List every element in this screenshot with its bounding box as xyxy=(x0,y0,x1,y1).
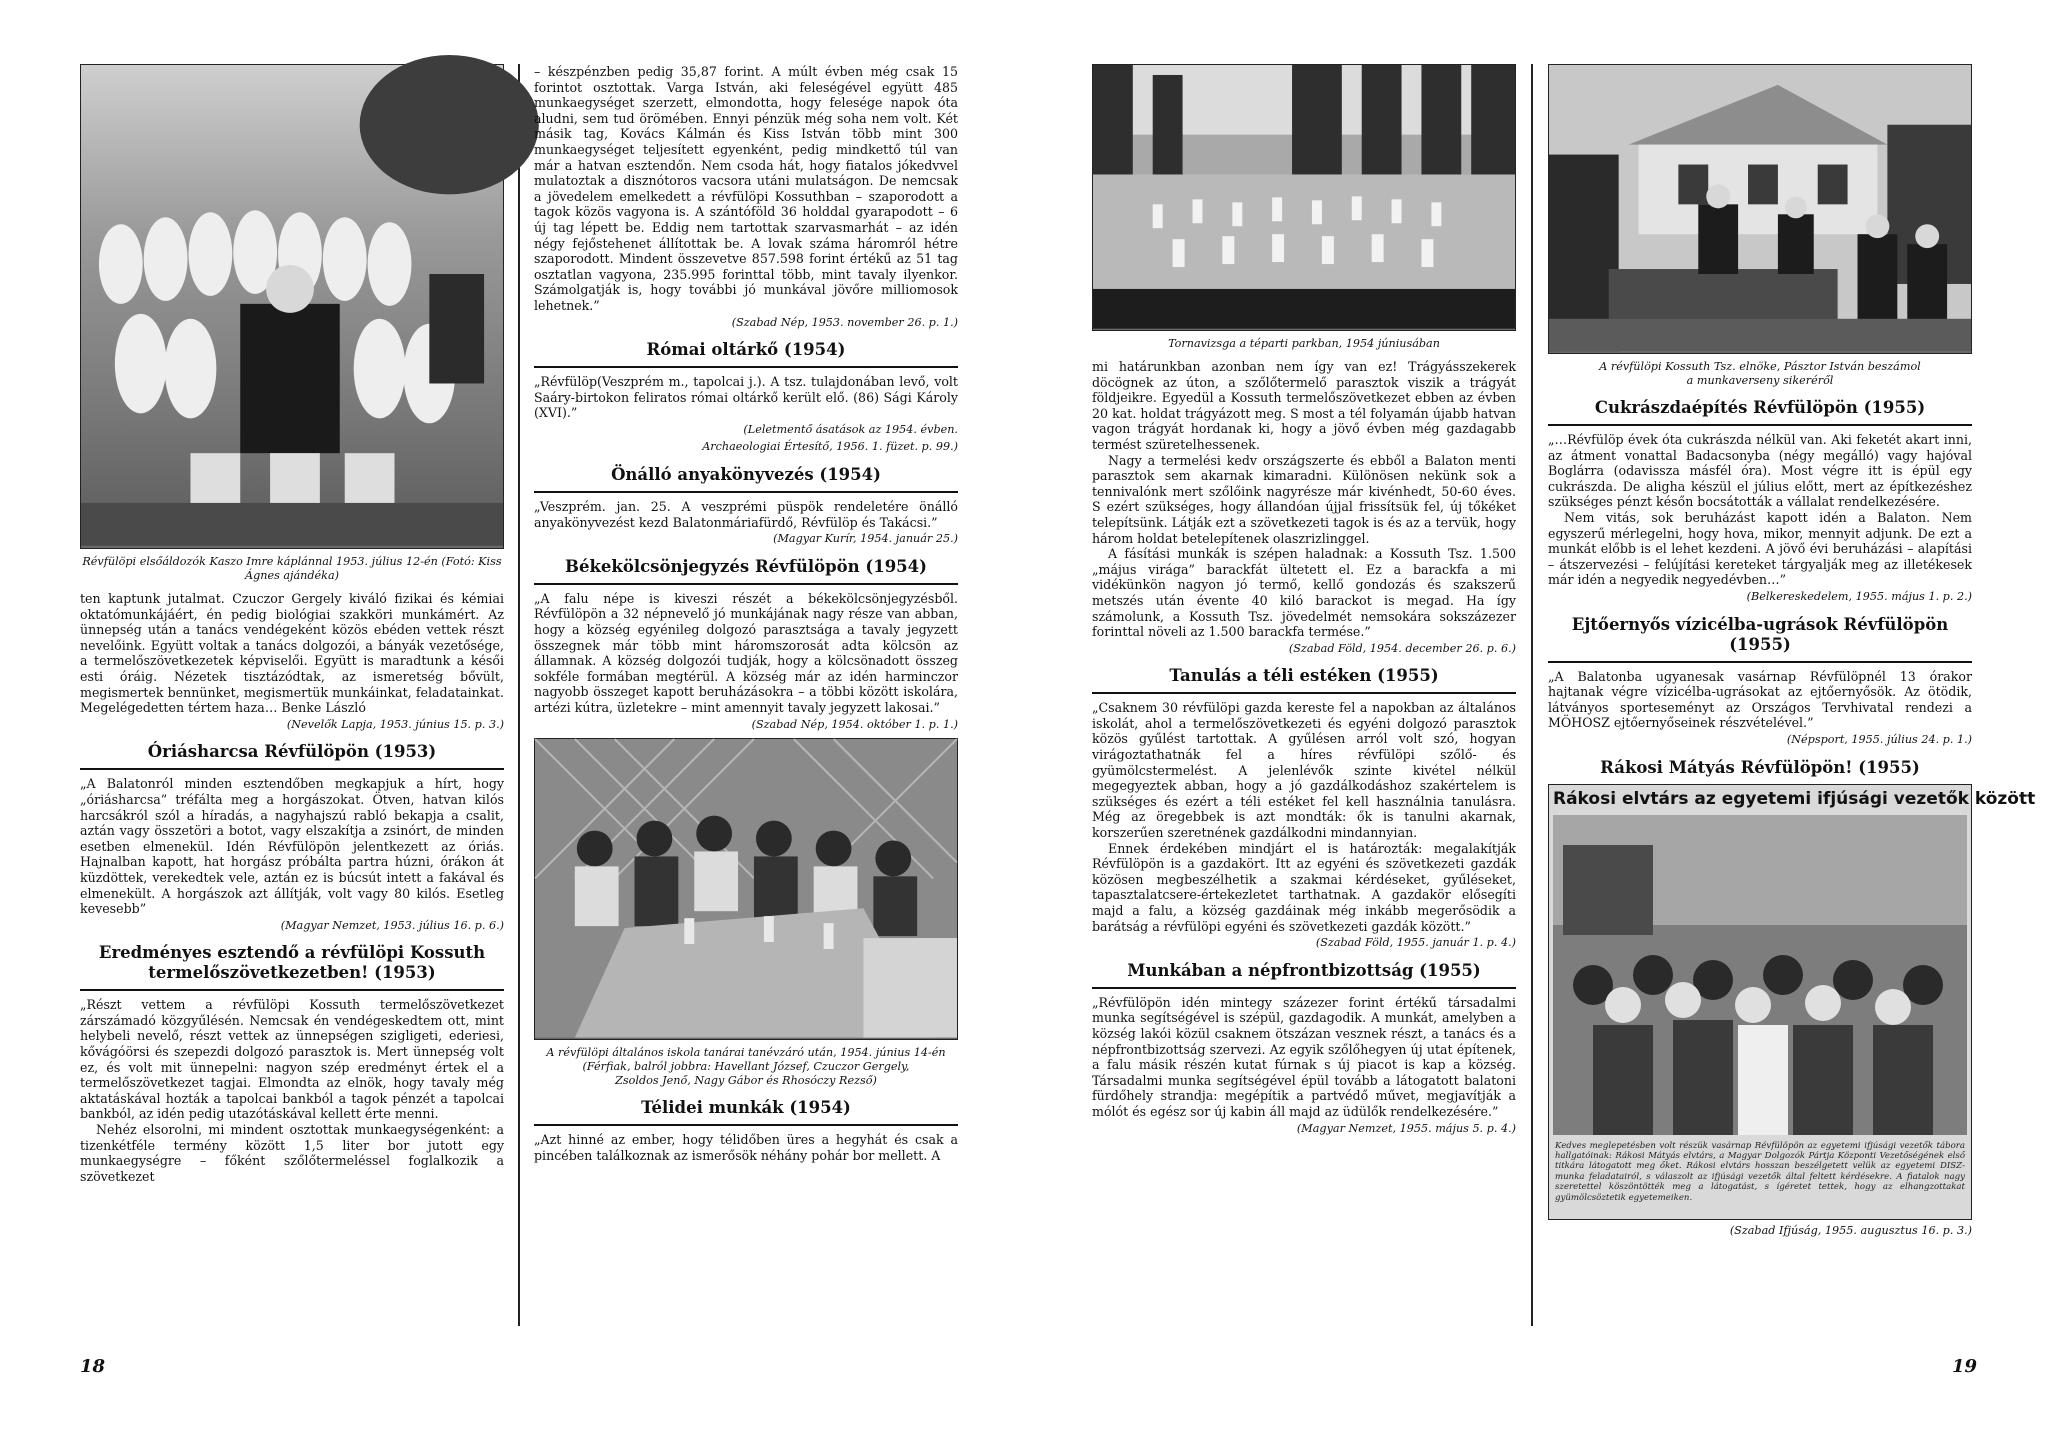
column-rule-left xyxy=(518,64,520,1326)
section-text-parachute: „A Balatonba ugyanesak vasárnap Révfülöpnél 13 órakor hajtanak végre vízicélba-ugrásokat az ejtőernyősök. Az ötödik, látványos sporteseményt az Országos Tervhivatal rendezi a MÖHOSZ ejtőernyőseinek részvételével.” xyxy=(1548,668,1972,731)
section-source-registry: (Magyar Kurír, 1954. január 25.) xyxy=(773,532,958,546)
continued-text: ten kaptunk jutalmat. Czuczor Gergely kiváló fizikai és kémiai oktatómunkájáért, én pedig biológiai szakköri munkámért. Az ünnepség után a tanács vendégeként közös ebéden vettek részt nevelőink. Együtt voltak a tanács dolgozói, a bányák vezetősége, a termelőszövetkezetek képviselői. Együtt is maradtunk a késői esti óráig. Nézetek tisztázódtak, az ismeretség bővült, megismertek bennünket, megismertük munkáinkat, feladatainkat. Megelégedetten tértem haza… Benke László xyxy=(80,591,504,716)
section-text-successful-year-2: Nehéz elsorolni, mi mindent osztottak munkaegységenként: a tizenkétféle termény között 1,5 liter bor jutott egy munkaegységre – főként szőlőtermeléssel foglalkozik a szövetkezet xyxy=(80,1122,504,1184)
photo-teachers-caption-line-3: Zsoldos Jenő, Nagy Gábor és Rhosóczy Rezső) xyxy=(615,1074,877,1088)
photo-cooperative-meeting-image xyxy=(1549,65,1971,352)
clipping-headline: Rákosi elvtárs az egyetemi ifjúsági vezetők között xyxy=(1553,788,2036,809)
section-text-popular-front: „Révfülöpön idén mintegy százezer forint értékű társadalmi munka segítségével is szépül, gazdagodik. A munkát, amelyben a község lakói közül csaknem ötszázan vesznek részt, a tanács és a népfrontbizottság szervezi. Az egyik szőlőhegyen új utat építenek, a falu másik részén kutat fúrnak s új piacot is kap a község. Társadalmi munka segítségével épül tovább a látogatott balatoni fürdőhely strandja: megépítik a partvédő művet, megjavítják a mólót és egész sor új kabin áll majd az üdülők rendelkezésére.” xyxy=(1092,994,1516,1119)
photo-gymnastics xyxy=(1092,64,1516,331)
clipping-photo xyxy=(1553,815,1967,1135)
section-rule xyxy=(80,989,504,991)
photo-teachers-caption xyxy=(534,1046,958,1088)
section-title-roman-altar: Római oltárkő (1954) xyxy=(646,340,846,360)
continued-source: (Nevelők Lapja, 1953. június 15. p. 3.) xyxy=(286,717,504,731)
section-title-popular-front: Munkában a népfrontbizottság (1955) xyxy=(1127,960,1481,980)
column-1 xyxy=(80,64,504,1184)
section-text-winter-work: „Azt hinné az ember, hogy télidőben üres a hegyhát és csak a pincében találkoznak az ismerősök néhány pohár bor mellett. A xyxy=(534,1132,958,1163)
section-rule xyxy=(1092,692,1516,694)
section-title-rakosi: Rákosi Mátyás Révfülöpön! (1955) xyxy=(1600,757,1920,777)
section-rule xyxy=(80,768,504,770)
column-3-paragraph-3: A fásítási munkák is szépen haladnak: a Kossuth Tsz. 1.500 „május virága” barackfát ültetett el. Ez a barackfa a mi vidékünkön nagyon jó termő, kellő gondozás és szakszerű metszés után évente 40 kiló barackot is megad. Ha így számolunk, a Kossuth Tsz. jövedelmét nemsokára sokszázezer forinttal növeli az 1.500 barackfa termése.” xyxy=(1092,546,1516,640)
photo-gymnastics-image xyxy=(1093,65,1515,329)
column-3 xyxy=(1092,64,1516,1138)
section-source-peace-loan: (Szabad Nép, 1954. október 1. p. 1.) xyxy=(751,717,958,731)
photo-first-communion-image xyxy=(81,65,503,546)
photo-first-communion xyxy=(80,64,504,549)
section-rule xyxy=(1548,661,1972,663)
section-source-rakosi: (Szabad Ifjúság, 1955. augusztus 16. p. 3.) xyxy=(1729,1223,1972,1237)
photo-first-communion-caption: Révfülöpi elsőáldozók Kaszo Imre káplánnal 1953. július 12-én (Fotó: Kiss Ágnes ajándéka) xyxy=(82,555,502,582)
section-title-winter-work: Télidei munkák (1954) xyxy=(641,1098,851,1118)
newspaper-clipping-rakosi xyxy=(1548,784,2036,1220)
photo-cooperative-meeting-caption-line-2: a munkaverseny sikeréről xyxy=(1686,374,1834,387)
column-3-paragraph-2: Nagy a termelési kedv országszerte és ebből a Balaton menti parasztok sem akarnak kimaradni. Különösen nekünk sok a tennivalónk mert szőlőink nagyrésze már kivénhedt, 50-60 éves. S ezért szükséges, hogy állandóan újjal frissítsük fel, új tőkéket telepítsünk. Látják ezt a szövetkezeti tagok is és az a tervük, hogy három holdat betelepítenek olaszrizlinggel. xyxy=(1092,452,1516,546)
photo-cooperative-meeting xyxy=(1548,64,1972,354)
section-rule xyxy=(534,491,958,493)
clipping-caption: Kedves meglepetésben volt részük vasárnap Révfülöpön az egyetemi ifjúsági vezetők tábora hallgatóinak: Rákosi Mátyás elvtárs, a Magyar Dolgozók Pártja Központi Vezetőségének első titkára látogatott meg őket. Rákosi elvtárs hosszan beszélgetett velük az egyetemi DISZ-munka feladatairól, s válaszolt az ifjúsági vezetők által feltett kérdésekre. A fiatalok nagy szeretettel köszöntötték meg a látogatást, s ígéretet tettek, hogy az elhangzottakat gyümölcsöztetik egyetemeiken. xyxy=(1555,1140,1965,1203)
section-rule xyxy=(534,366,958,368)
photo-teachers-image xyxy=(535,739,957,1038)
photo-teachers xyxy=(534,738,958,1040)
column-2 xyxy=(534,64,958,1163)
photo-cooperative-meeting-caption-line-1: A révfülöpi Kossuth Tsz. elnöke, Pásztor István beszámol xyxy=(1599,360,1921,373)
section-text-registry: „Veszprém. jan. 25. A veszprémi püspök rendeletére önálló anyakönyvezést kezd Balatonmáriafürdő, Révfülöp és Takácsi.” xyxy=(534,499,958,530)
section-title-confectionery: Cukrászdaépítés Révfülöpön (1955) xyxy=(1594,398,1926,417)
section-title-parachute: Ejtőernyős vízicélba-ugrások Révfülöpön (1955) xyxy=(1571,614,1949,654)
section-title-registry: Önálló anyakönyvezés (1954) xyxy=(611,465,881,485)
section-source-parachute: (Népsport, 1955. július 24. p. 1.) xyxy=(1786,732,1972,746)
section-title-giant-catfish: Óriásharcsa Révfülöpön (1953) xyxy=(147,742,437,762)
section-source-roman-altar-2: Archaeologiai Értesítő, 1956. 1. füzet. p. 99.) xyxy=(702,440,958,454)
section-title-winter-learning: Tanulás a téli estéken (1955) xyxy=(1169,666,1439,686)
section-text-winter-learning-2: Ennek érdekében mindjárt el is határozták: megalakítják Révfülöpön is a gazdakört. Itt az egyéni és szövetkezeti gazdák közösen megbeszélhetik a szakmai kérdéseket, gyűléseket, tapasztalatcsere-értekezletet tarthatnak. A gazdakör elősegíti majd a falu, a község gazdáinak még inkább megerősödik a barátság a révfülöpi egyéni és szövetkezeti gazdák között.” xyxy=(1092,840,1516,934)
section-title-peace-loan: Békekölcsönjegyzés Révfülöpön (1954) xyxy=(565,556,927,576)
column-2-top-text: – készpénzben pedig 35,87 forint. A múlt évben még csak 15 forintot osztottak. Varga István, aki feleségével együtt 485 munkaegységet szerzett, elmondotta, hogy felesége napok óta aludni, sem tud örömében. Ennyi pénzük még soha nem volt. Két másik tag, Kovács Kálmán és Kiss István több mint 300 munkaegységet teljesített egyenként, pedig mindkettő túl van már a hatvan esztendőn. Nem csoda hát, hogy fiatalos jókedvvel mulatoztak a disznótoros vacsora utáni mulatságon. De nemcsak a jövedelem emelkedett a révfülöpi Kossuthban – szaporodott a tagok közös vagyona is. A szántóföld 36 holddal gyarapodott – 6 új tag lépett be. Eddig nem tartottak szarvasmarhát – az idén négy fejőstehenet állítottak be. A lovak száma háromról hétre szaporodott. Mindent összevetve 857.598 forint értékű az 51 tag osztatlan vagyona, 235.995 forinttal több, mint tavaly ilyenkor. Számolgatják is, hogy további jó munkával jövőre milliomosok lehetnek.” xyxy=(534,64,958,313)
section-text-giant-catfish: „A Balatonról minden esztendőben megkapjuk a hírt, hogy „óriásharcsa” tréfálta meg a horgászokat. Ötven, hatvan kilós harcsákról szól a híradás, a nagyhajszú rabló bekapja a csalit, aztán vagy összetöri a botot, vagy elszakítja a zsinórt, de minden esetben elmenekül. Idén Révfülöpön jelentkezett az óriás. Hajnalban kapott, hat horgász próbálta partra húzni, órákon át küzdöttek, verekedtek vele, aztán ez is búcsút intett a fakával és elmenekült. A horgászok azt állítják, volt vagy 80 kilós. Esetleg kevesebb” xyxy=(80,776,504,917)
column-3-source: (Szabad Föld, 1954. december 26. p. 6.) xyxy=(1288,641,1516,655)
section-source-popular-front: (Magyar Nemzet, 1955. május 5. p. 4.) xyxy=(1296,1121,1516,1135)
page-number-left: 18 xyxy=(80,1356,106,1377)
column-3-top-text: mi határunkban azonban nem így van ez! Trágyásszekerek döcögnek az úton, a szőlőtermelő parasztok viszik a trágyát földjeikre. Egyedül a Kossuth termelőszövetkezet ebben az évben 20 kat. holdat trágyázott meg. S most a tél folyamán újabb hatvan vagon trágyát hordanak ki, hogy a jövő évben még gazdagabb termést szüretelhessenek. xyxy=(1092,359,1516,452)
section-text-roman-altar: „Révfülöp(Veszprém m., tapolcai j.). A tsz. tulajdonában levő, volt Saáry-birtokon feliratos római oltárkő került elő. (86) Sági Károly (XVI).” xyxy=(534,374,958,421)
section-source-giant-catfish: (Magyar Nemzet, 1953. július 16. p. 6.) xyxy=(280,918,504,932)
section-text-confectionery-2: Nem vitás, sok beruházást kapott idén a Balaton. Nem egyszerű mérlegelni, hogy hova, mikor, mennyit adjunk. De ezt a munkát előbb is el lehet kezdeni. A jövő évi beruházási – alapítási – átszervezési – felújítási kereteket tárgyalják meg az illetékesek már idén a negyedik negyedévben…” xyxy=(1548,509,1972,588)
column-4 xyxy=(1548,64,2036,1240)
section-text-winter-learning-1: „Csaknem 30 révfülöpi gazda kereste fel a napokban az általános iskolát, ahol a termelőszövetkezeti és egyéni dolgozó parasztok közös gyűlést tartottak. A gyűlésen arról volt szó, hogyan virágoztathatnák fel a híres révfülöpi szőlő- és gyümölcstermelést. A jelenlévők szinte kivétel nélkül megegyeztek abban, hogy a jó gazdálkodáshoz szakértelem is szükséges és ezért a téli estéket fel kell használnia tanulásra. Még az öregebbek is azt mondták: ők is tanulni akarnak, korszerűen szeretnének gazdálkodni mindannyian. xyxy=(1092,700,1516,841)
section-rule xyxy=(1548,424,1972,426)
section-text-confectionery-1: „…Révfülöp évek óta cukrászda nélkül van. Aki feketét akart inni, az átment vonattal Badacsonyba (négy megálló) vagy hajóval Boglárra (odavissza másfél óra). Most végre itt is épül egy cukrászda. De aligha készül el július előtt, mert az építkezéshez szükséges pénzt későn bocsátották a vállalat rendelkezésére. xyxy=(1548,432,1972,510)
section-title-successful-year: Eredményes esztendő a révfülöpi Kossuth termelőszövetkezetben! (1953) xyxy=(98,943,486,983)
column-2-top-source: (Szabad Nép, 1953. november 26. p. 1.) xyxy=(731,315,958,329)
column-rule-right xyxy=(1531,64,1533,1326)
photo-teachers-caption-line-2: (Férfiak, balról jobbra: Havellant József, Czuczor Gergely, xyxy=(582,1060,910,1074)
photo-teachers-caption-line-1: A révfülöpi általános iskola tanárai tanévzáró után, 1954. június 14-én xyxy=(546,1046,946,1060)
section-rule xyxy=(534,583,958,585)
page-number-right: 19 xyxy=(1952,1356,1978,1377)
section-source-roman-altar-1: (Leletmentő ásatások az 1954. évben. xyxy=(743,422,958,436)
photo-gymnastics-caption: Tornavizsga a téparti parkban, 1954 júniusában xyxy=(1168,337,1440,350)
section-source-winter-learning: (Szabad Föld, 1955. január 1. p. 4.) xyxy=(1315,936,1516,950)
section-source-confectionery: (Belkereskedelem, 1955. május 1. p. 2.) xyxy=(1746,589,1972,603)
section-rule xyxy=(534,1124,958,1126)
section-text-successful-year-1: „Részt vettem a révfülöpi Kossuth termelőszövetkezet zárszámadó közgyűlésén. Nemcsak én vendégeskedtem ott, mint helybeli nevelő, részt vettek az ünnepségen szigligeti, ederiesi, kővágóörsi és szepezdi dolgozó parasztok is. Mert ünnepség volt ez, és volt mit ünnepelni: nagyon szép eredményt értek el a termelőszövetkezet tagjai. Elmondta az elnök, hogy tavaly még aktatáskával hozták a tapolcai bankból a tagok pénzét a tapolcai bankból, az idén pedig utazótáskával kellett érte menni. xyxy=(80,997,504,1122)
section-text-peace-loan: „A falu népe is kiveszi részét a békekölcsönjegyzésből. Révfülöpön a 32 népnevelő jó munkájának nagy része van abban, hogy a község egyénileg dolgozó parasztsága a tavaly jegyzett összegnek már több mint háromszorosát adta kölcsön az államnak. A község dolgozói tudják, hogy a kölcsönadott összeg sokféle formában megtérül. A község már az idén harminczor nagyobb összeget kapott beruházásokra – a többi között iskolára, artézi kútra, üzletekre – mint amennyit tavaly jegyzett lakosai.” xyxy=(534,590,958,715)
section-rule xyxy=(1092,987,1516,989)
photo-cooperative-meeting-caption xyxy=(1548,360,1972,388)
